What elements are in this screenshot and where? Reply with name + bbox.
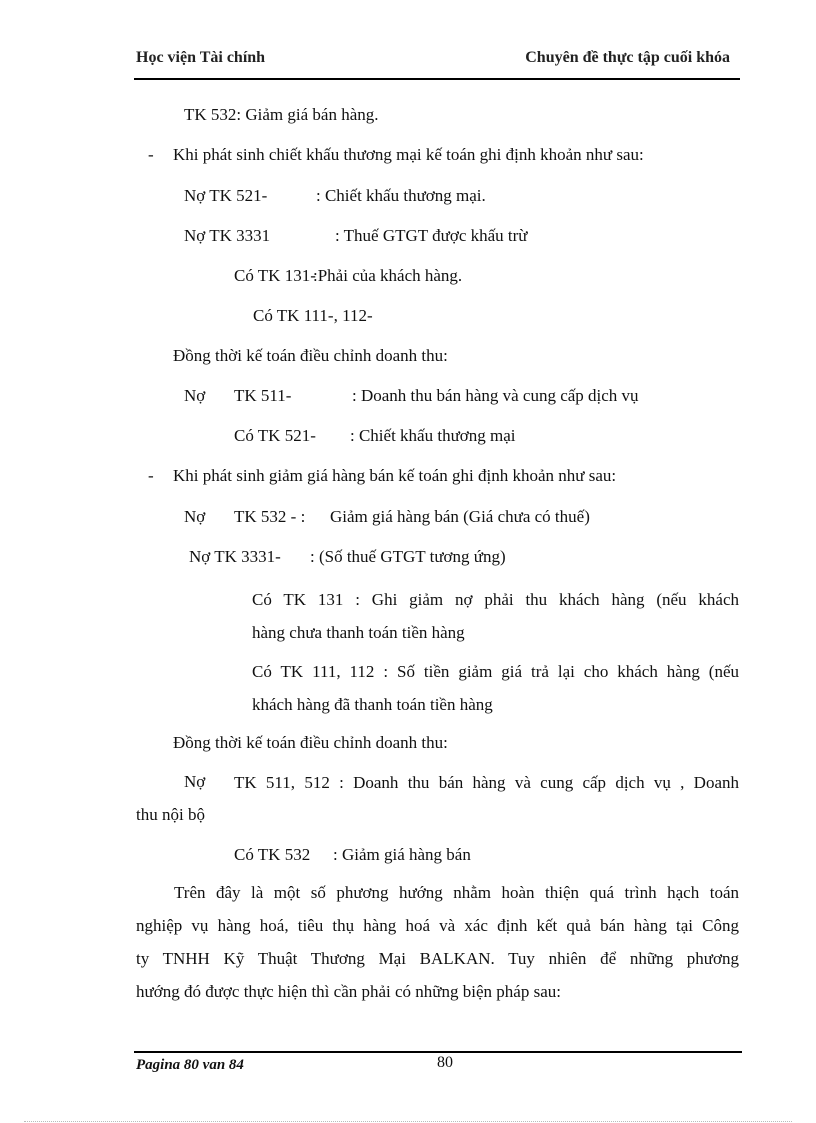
line-co-131: Có TK 131-: [234, 266, 316, 285]
line-tk-532-desc: Giảm giá hàng bán (Giá chưa có thuế): [330, 507, 590, 526]
paragraph-line-4: hướng đó được thực hiện thì cần phải có những biện pháp sau:: [136, 982, 561, 1001]
header-right: Chuyên đề thực tập cuối khóa: [525, 49, 730, 66]
line-no-521-desc: : Chiết khấu thương mại.: [316, 186, 486, 205]
page-bottom-divider: [24, 1121, 792, 1122]
line-co-521: Có TK 521-: [234, 426, 316, 445]
line-tk-511-desc: : Doanh thu bán hàng và cung cấp dịch vụ: [352, 386, 639, 405]
header-left: Học viện Tài chính: [136, 49, 266, 66]
line-co-131-b2: hàng chưa thanh toán tiền hàng: [252, 623, 465, 642]
line-no-3331: Nợ TK 3331: [184, 226, 271, 245]
footer-rule: [134, 1051, 742, 1053]
block-co-111-112: [252, 655, 739, 721]
bullet-2: -: [148, 466, 154, 485]
line-co-111-112: Có TK 111-, 112-: [253, 306, 373, 325]
line-tk532: TK 532: Giảm giá bán hàng.: [184, 105, 379, 124]
line-dong-thoi-2: Đồng thời kế toán điều chỉnh doanh thu:: [173, 733, 448, 752]
line-tk-511-512: TK 511, 512 : Doanh thu bán hàng và cung cấp dịch vụ , Doanh: [234, 773, 739, 792]
paragraph-line-3: ty TNHH Kỹ Thuật Thương Mại BALKAN. Tuy nhiên để những phương: [136, 949, 739, 968]
line-no-3331-b-desc: : (Số thuế GTGT tương ứng): [310, 547, 506, 566]
bullet-1: -: [148, 145, 154, 164]
line-no-521: Nợ TK 521-: [184, 186, 268, 205]
line-co-131-desc: :Phải của khách hàng.: [313, 266, 463, 285]
line-co-532: Có TK 532: [234, 845, 311, 864]
line-co-111-b1: Có TK 111, 112 : Số tiền giảm giá trả lại cho khách hàng (nếu: [252, 662, 739, 681]
block-co-131: [252, 583, 739, 649]
line-giam-gia-intro: Khi phát sinh giảm giá hàng bán kế toán ghi định khoản như sau:: [173, 466, 617, 485]
line-dong-thoi-1: Đồng thời kế toán điều chỉnh doanh thu:: [173, 346, 448, 365]
paragraph-line-2: nghiệp vụ hàng hoá, tiêu thụ hàng hoá và xác định kết quả bán hàng tại Công: [136, 916, 739, 935]
line-co-131-b1: Có TK 131 : Ghi giảm nợ phải thu khách hàng (nếu khách: [252, 590, 739, 609]
line-co-532-desc: : Giảm giá hàng bán: [333, 845, 471, 864]
line-no-3331-desc: : Thuế GTGT được khấu trừ: [335, 226, 528, 245]
line-no-label-1: Nợ: [184, 386, 206, 405]
line-no-3331-b: Nợ TK 3331-: [189, 547, 281, 566]
line-chiet-khau-intro: Khi phát sinh chiết khấu thương mại kế toán ghi định khoản như sau:: [173, 145, 644, 164]
footer-pagination: Pagina 80 van 84: [136, 1057, 244, 1073]
line-no-label-2: Nợ: [184, 507, 206, 526]
paragraph-line-1: Trên đây là một số phương hướng nhằm hoàn thiện quá trình hạch toán: [174, 883, 739, 902]
header-rule: [134, 78, 740, 80]
line-tk-511: TK 511-: [234, 386, 292, 405]
closing-paragraph: [136, 876, 739, 1008]
line-tk-532: TK 532 - :: [234, 507, 306, 526]
line-no-label-3: Nợ: [184, 772, 206, 791]
line-thu-noi-bo: thu nội bộ: [136, 805, 205, 824]
block-tk-511-512: [234, 766, 739, 799]
line-co-111-b2: khách hàng đã thanh toán tiền hàng: [252, 695, 493, 714]
line-co-521-desc: : Chiết khấu thương mại: [350, 426, 516, 445]
footer-page-number: 80: [437, 1054, 453, 1071]
